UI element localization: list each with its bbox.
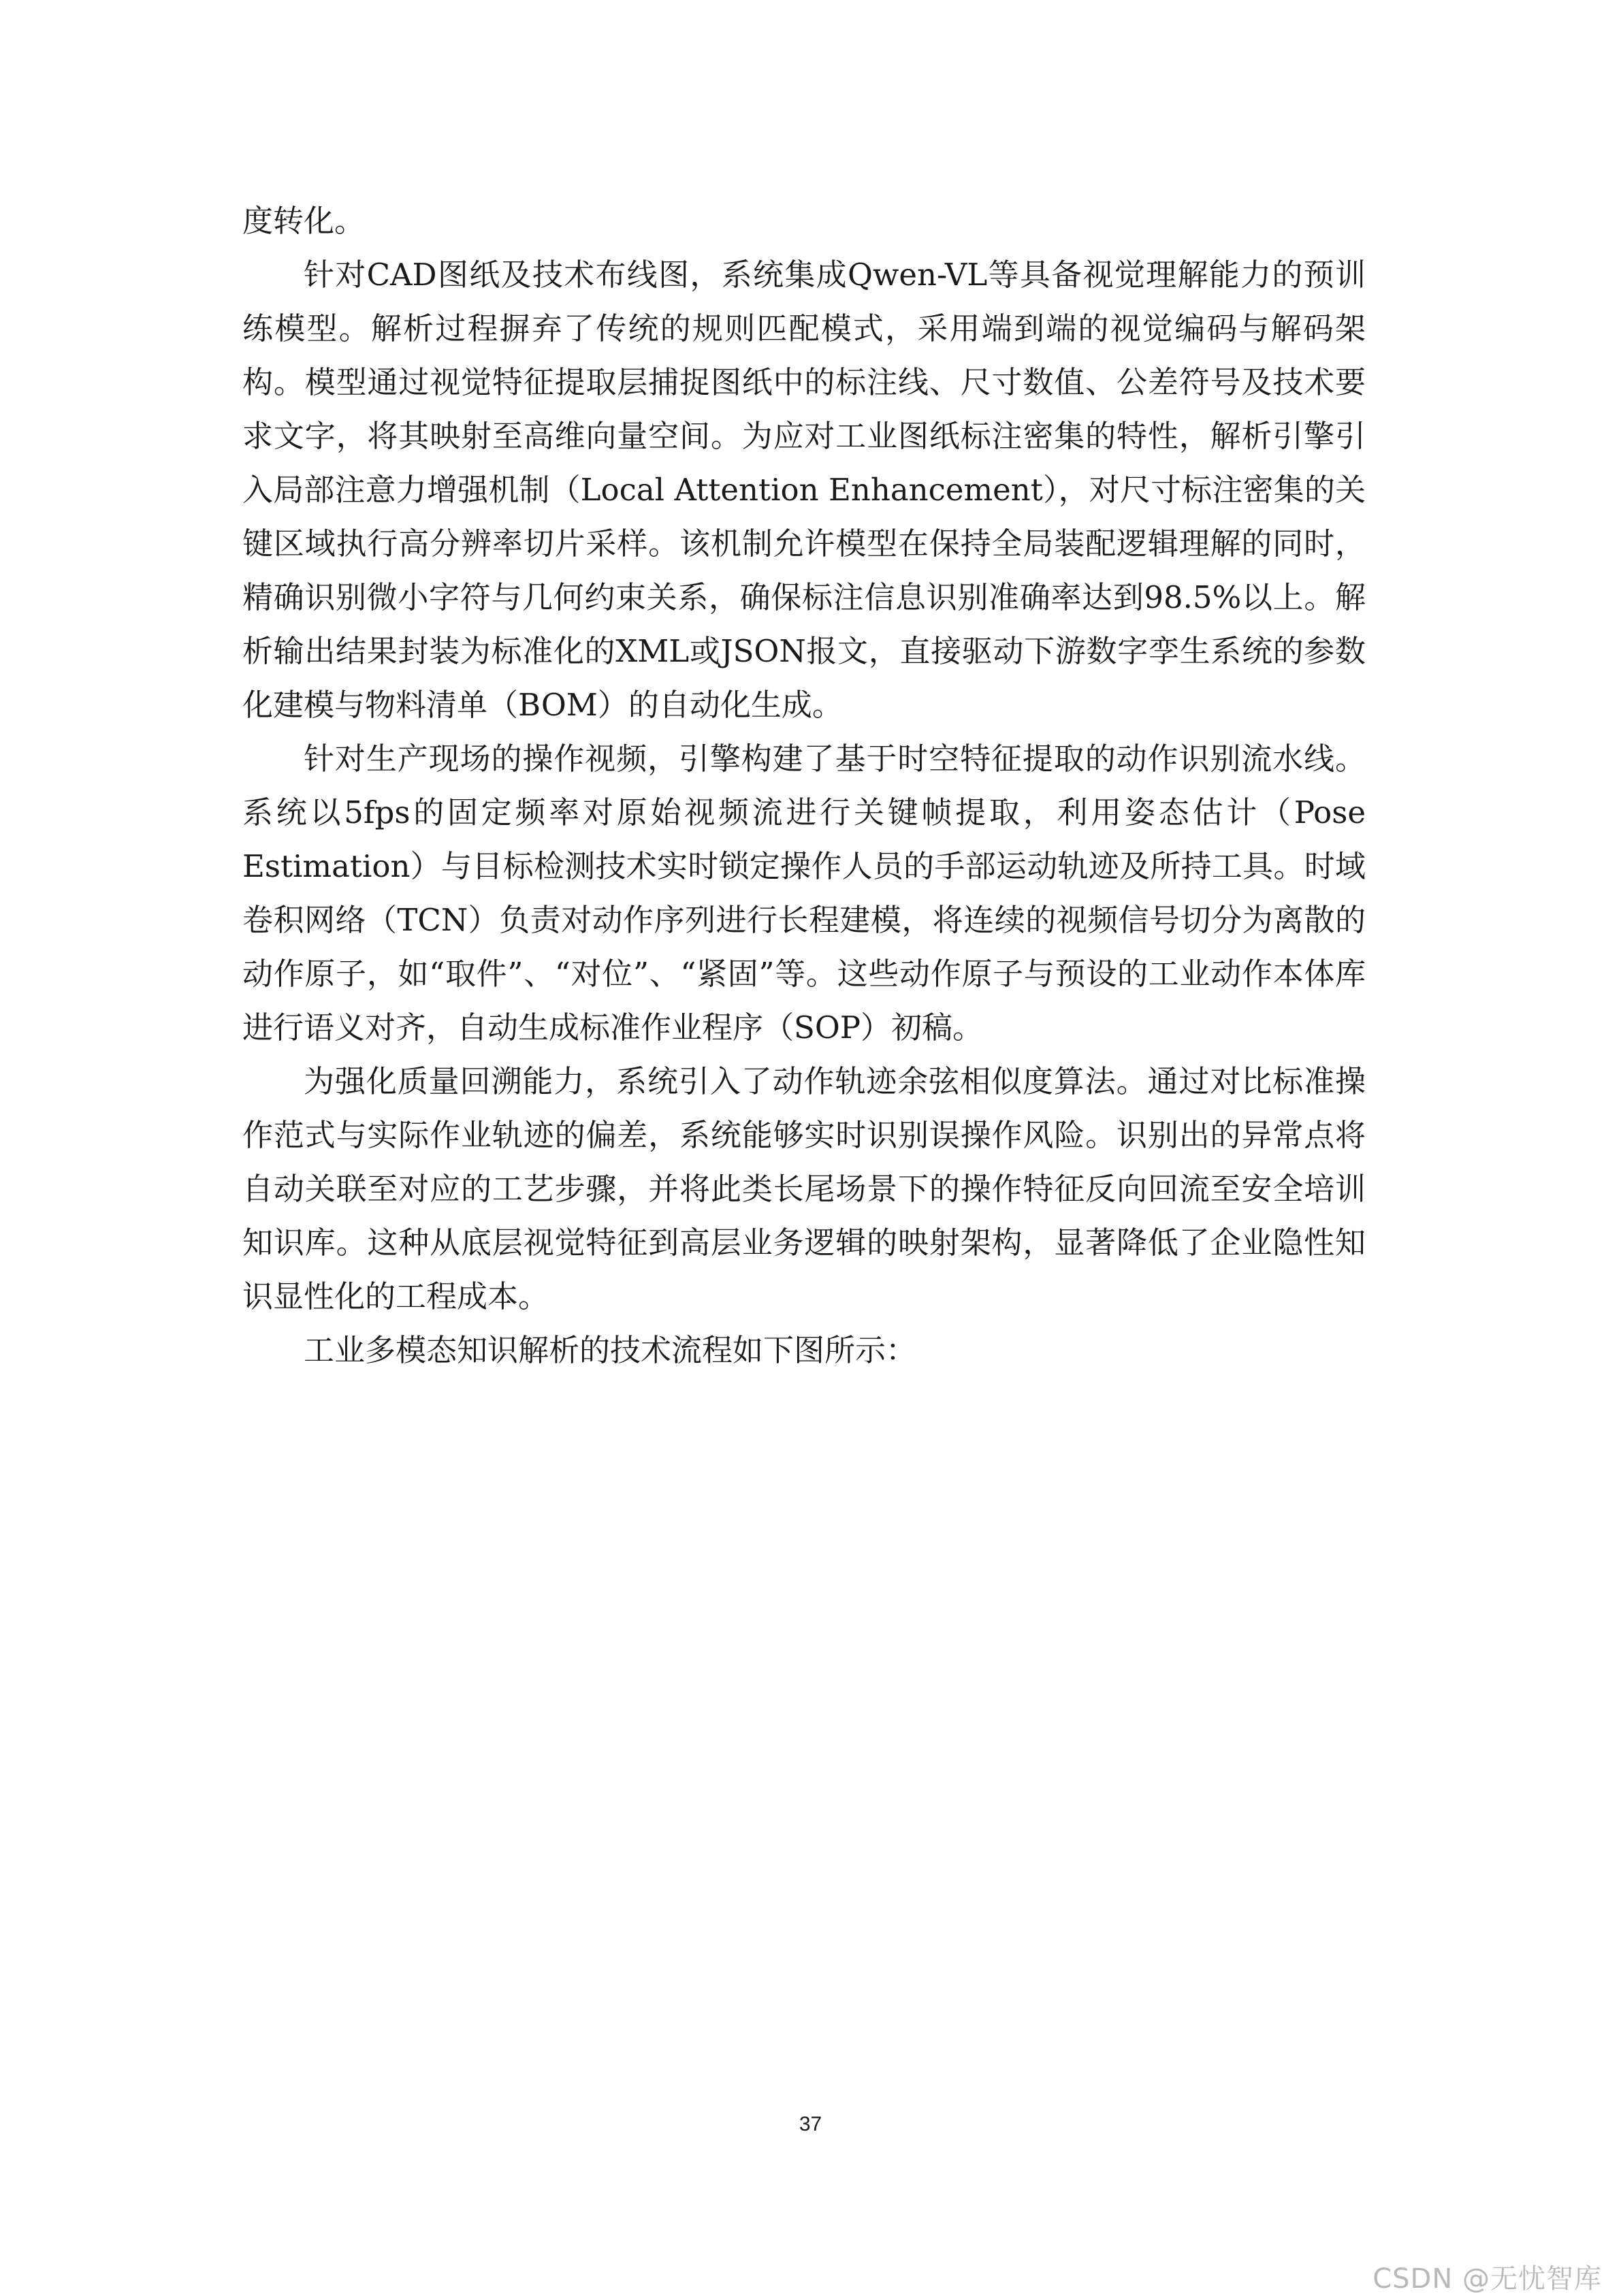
paragraph-video-recognition: 针对生产现场的操作视频，引擎构建了基于时空特征提取的动作识别流水线。系统以5fps的固定频率对原始视频流进行关键帧提取，利用姿态估计（Pose Estimation）与目标检测技术实时锁定操作人员的手部运动轨迹及所持工具。时域卷积网络（TCN）负责对动作序列进行长程建模，将连续的视频信号切分为离散的动作原子，如“取件”、“对位”、“紧固”等。这些动作原子与预设的工业动作本体库进行语义对齐，自动生成标准作业程序（SOP）初稿。 xyxy=(242,741,1366,1046)
paragraph-flow-intro: 工业多模态知识解析的技术流程如下图所示： xyxy=(304,1332,917,1368)
document-body xyxy=(242,194,1366,1377)
watermark: CSDN @无忧智库 xyxy=(1373,2263,1602,2295)
paragraph-continuation: 度转化。 xyxy=(242,203,366,239)
paragraph-cad-parsing: 针对CAD图纸及技术布线图，系统集成Qwen-VL等具备视觉理解能力的预训练模型。解析过程摒弃了传统的规则匹配模式，采用端到端的视觉编码与解码架构。模型通过视觉特征提取层捕捉图纸中的标注线、尺寸数值、公差符号及技术要求文字，将其映射至高维向量空间。为应对工业图纸标注密集的特性，解析引擎引入局部注意力增强机制（Local Attention Enhancement），对尺寸标注密集的关键区域执行高分辨率切片采样。该机制允许模型在保持全局装配逻辑理解的同时，精确识别微小字符与几何约束关系，确保标注信息识别准确率达到98.5%以上。解析输出结果封装为标准化的XML或JSON报文，直接驱动下游数字孪生系统的参数化建模与物料清单（BOM）的自动化生成。 xyxy=(242,257,1366,723)
paragraph-quality-traceability: 为强化质量回溯能力，系统引入了动作轨迹余弦相似度算法。通过对比标准操作范式与实际作业轨迹的偏差，系统能够实时识别误操作风险。识别出的异常点将自动关联至对应的工艺步骤，并将此类长尾场景下的操作特征反向回流至安全培训知识库。这种从底层视觉特征到高层业务逻辑的映射架构，显著降低了企业隐性知识显性化的工程成本。 xyxy=(242,1063,1366,1314)
page-number: 37 xyxy=(799,2113,822,2135)
